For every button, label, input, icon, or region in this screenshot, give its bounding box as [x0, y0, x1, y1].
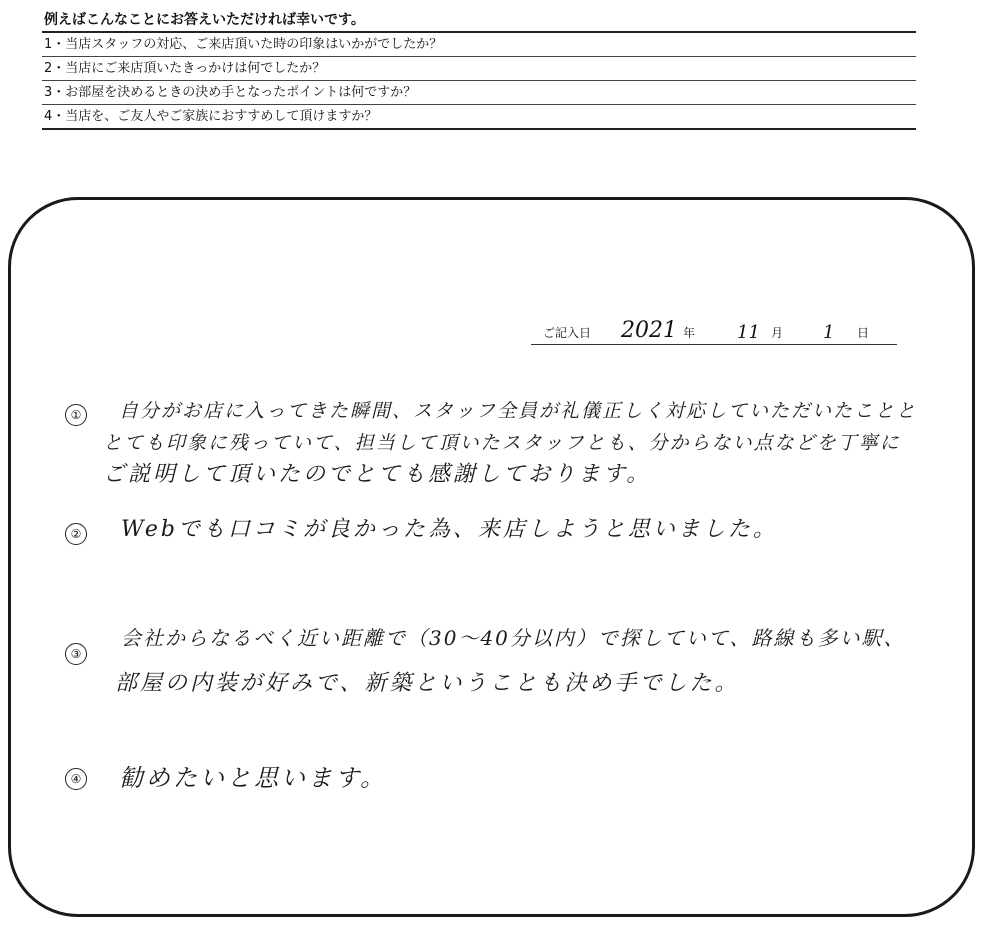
answer-3-line-2: 部屋の内装が好みで、新築ということも決め手でした。	[115, 671, 740, 696]
answer-2-marker: ②	[65, 523, 87, 545]
date-label: ご記入日	[543, 326, 592, 340]
answer-1-line-1: 自分がお店に入ってきた瞬間、スタッフ全員が礼儀正しく対応していただいたことと	[119, 400, 918, 422]
answer-3-line-1: 会社からなるべく近い距離で（30〜40分以内）で探していて、路線も多い駅、	[121, 626, 906, 650]
question-3: 3・お部屋を決めるときの決め手となったポイントは何ですか？	[42, 81, 916, 105]
question-1: 1・当店スタッフの対応、ご来店頂いた時の印象はいかがでしたか？	[42, 33, 916, 57]
date-month-unit: 月	[771, 326, 784, 340]
answer-1-line-2: とても印象に残っていて、担当して頂いたスタッフとも、分からない点などを丁寧に	[103, 432, 901, 454]
answer-2-line-1: Webでも口コミが良かった為、来店しようと思いました。	[121, 517, 778, 542]
answer-4-line-1: 勧めたいと思います。	[119, 764, 388, 792]
answer-4-marker: ④	[65, 768, 87, 790]
header-title: 例えばこんなことにお答えいただければ幸いです。	[42, 10, 916, 33]
answer-card	[8, 197, 975, 917]
date-day: 1	[823, 322, 835, 343]
question-4: 4・当店を、ご友人やご家族におすすめして頂けますか？	[42, 105, 916, 130]
question-2: 2・当店にご来店頂いたきっかけは何でしたか？	[42, 57, 916, 81]
question-header	[42, 10, 916, 130]
answer-1-marker: ①	[65, 404, 87, 426]
answer-3-marker: ③	[65, 643, 87, 665]
date-day-unit: 日	[857, 326, 870, 340]
date-month: 11	[737, 322, 760, 343]
date-year-unit: 年	[683, 326, 696, 340]
entry-date	[531, 318, 897, 345]
answer-1-line-3: ご説明して頂いたのでとても感謝しております。	[103, 462, 652, 487]
date-year: 2021	[621, 318, 677, 343]
